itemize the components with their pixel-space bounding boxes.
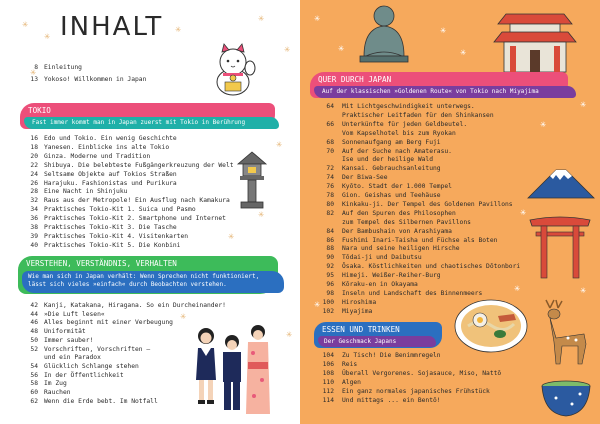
entry-title: Praktisches Tokio-Kit 5. Die Konbini (44, 241, 181, 249)
entry-title: Der Bambushain von Arashiyama (342, 227, 452, 235)
page-number: 50 (30, 336, 38, 344)
star-icon: ✳ (175, 24, 182, 35)
verstehen-heading: VERSTEHEN, VERSTÄNDNIS, VERHALTEN (26, 259, 177, 268)
toc-entry (18, 188, 268, 197)
entry-title: Einleitung (44, 64, 82, 71)
star-icon: ✳ (286, 329, 293, 340)
page-number: 92 (326, 263, 334, 271)
entry-title: Glücklich Schlange stehen (44, 362, 139, 370)
page-number: 52 (30, 345, 38, 353)
lucky-cat-icon (208, 42, 258, 97)
page-number: 13 (30, 76, 38, 83)
page-number: 20 (30, 152, 38, 160)
toc-entry (18, 135, 268, 144)
entry-title: und ein Paradox (44, 354, 101, 362)
toc-entry (18, 144, 268, 153)
entry-title: Algen (342, 378, 361, 386)
stone-lantern-icon (232, 150, 272, 220)
page-number: 8 (34, 64, 38, 71)
star-icon: ✳ (30, 67, 37, 78)
toc-entry (314, 219, 564, 228)
page-number: 98 (326, 289, 334, 297)
entry-title: Kansai. Gebrauchsanleitung (342, 165, 441, 173)
entry-title: Raus aus der Metropole! Ein Ausflug nach Kamakura (44, 197, 230, 205)
page-number: 16 (30, 135, 38, 142)
star-icon: ✳ (460, 47, 467, 58)
entry-title: Eine Nacht in Shinjuku (44, 188, 128, 196)
entry-title: Kōraku-en in Okayama (342, 281, 418, 288)
essen-subtitle: Der Geschmack Japans (324, 338, 397, 345)
entry-title: Und mittags ... ein Bentō! (342, 396, 441, 404)
entry-title: Reis (342, 360, 358, 368)
toc-entry (314, 388, 564, 397)
page-number: 28 (30, 188, 38, 196)
star-icon: ✳ (276, 139, 283, 150)
page-number: 58 (30, 380, 38, 388)
star-icon: ✳ (314, 299, 321, 310)
entry-title: Yokoso! Willkommen in Japan (44, 76, 147, 83)
ramen-bowl-icon (452, 296, 530, 358)
page-number: 38 (30, 224, 38, 231)
entry-title: Hiroshima (342, 298, 377, 306)
page-number: 22 (30, 161, 38, 169)
toc-entry (314, 379, 564, 388)
page-number: 110 (322, 378, 334, 386)
page-number: 56 (30, 371, 38, 379)
toc-entry (18, 171, 268, 180)
entry-title: Vorschriften, Vorschriften – (44, 345, 151, 353)
entry-title: Praktisches Tokio-Kit 4. Visitenkarten (44, 232, 189, 240)
quer-heading: QUER DURCH JAPAN (318, 75, 392, 84)
page-number: 82 (326, 209, 334, 217)
page-number: 100 (322, 298, 334, 306)
entry-title: Auf den Spuren des Philosophen (342, 209, 456, 217)
entry-title: Ōsaka. Köstlichkeiten und chaotisches Dōtonbori (342, 263, 521, 271)
toc-entry (314, 237, 564, 246)
page-number: 32 (30, 197, 38, 205)
toc-entry (314, 272, 564, 281)
page-number: 88 (326, 245, 334, 253)
entry-title: Ginza. Moderne und Tradition (44, 152, 151, 160)
page-number: 108 (322, 369, 334, 377)
toc-entry (18, 180, 268, 189)
entry-title: zum Tempel des Silbernen Pavillons (342, 218, 471, 226)
entry-title: Nara und seine heiligen Hirsche (342, 245, 460, 253)
toc-entry (18, 215, 268, 224)
entry-title: Uniformität (44, 328, 86, 336)
star-icon: ✳ (22, 19, 29, 30)
page-number: 24 (30, 170, 38, 178)
entry-title: Zu Tisch! Die Benimmregeln (342, 352, 441, 359)
toc-entry (314, 139, 564, 148)
entry-title: Seltsame Objekte auf Tokios Straßen (44, 170, 177, 178)
star-icon: ✳ (514, 283, 521, 294)
tea-bowl-icon (536, 378, 596, 422)
entry-title: Praktisches Tokio-Kit 2. Smartphone und Internet (44, 215, 226, 223)
entry-title: Überall Vergorenes. Sojasauce, Miso, Nattō (342, 369, 502, 377)
entry-title: Kanji, Katakana, Hiragana. So ein Durcheinander! (44, 302, 226, 309)
page-number: 96 (326, 281, 334, 288)
page-number: 34 (30, 206, 38, 214)
entry-title: Kinkaku-ji. Der Tempel des Goldenen Pavillons (342, 200, 513, 208)
star-icon: ✳ (258, 209, 265, 220)
toc-entry (314, 361, 564, 370)
entry-title: Im Zug (44, 380, 67, 388)
entry-title: »Die Luft lesen« (44, 310, 105, 318)
page-number: 26 (30, 179, 38, 187)
toc-entry (314, 130, 564, 139)
page-number: 44 (30, 310, 38, 318)
page-number: 102 (322, 307, 334, 315)
entry-title: Immer sauber! (44, 336, 94, 344)
entry-title: Ein ganz normales japanisches Frühstück (342, 387, 490, 395)
entry-title: Praktischer Leitfaden für den Shinkansen (342, 111, 494, 119)
entry-title: Gion. Geishas und Teehäuse (342, 192, 441, 199)
tokio-heading: TOKIO (28, 106, 51, 115)
page-number: 84 (326, 227, 334, 235)
toc-entry (18, 242, 268, 251)
entry-title: In der Öffentlichkeit (44, 371, 124, 379)
page-number: 54 (30, 362, 38, 370)
page-number: 62 (30, 397, 38, 405)
toc-entry (314, 263, 564, 272)
page-number: 64 (326, 103, 334, 110)
entry-title: Vom Kapselhotel bis zum Ryokan (342, 129, 456, 137)
star-icon: ✳ (540, 119, 547, 130)
entry-title: Yanesen. Einblicke ins alte Tokio (44, 143, 170, 151)
page-number: 70 (326, 147, 334, 155)
page-number: 68 (326, 138, 334, 146)
star-icon: ✳ (520, 207, 527, 218)
pagoda-gate-icon (490, 6, 580, 78)
toc-entry (314, 281, 564, 290)
page-number: 60 (30, 389, 38, 396)
entry-title: Der Biwa-See (342, 174, 388, 182)
toc-entry (314, 228, 564, 237)
entry-title: Ise und der heilige Wald (342, 156, 433, 164)
toc-entry (314, 201, 564, 210)
page-number: 95 (326, 272, 334, 280)
deer-icon (536, 298, 596, 368)
right-page (300, 0, 600, 424)
star-icon: ✳ (44, 31, 51, 42)
page-number: 18 (30, 143, 38, 151)
entry-title: Sonnenaufgang am Berg Fuji (342, 138, 441, 146)
star-icon: ✳ (258, 13, 265, 24)
entry-title: Auf der Suche nach Amaterasu. (342, 147, 452, 155)
verstehen-subtitle-1: Wie man sich in Japan verhält: Wenn Sprechen nicht funktioniert, (28, 273, 260, 280)
star-icon: ✳ (338, 43, 345, 54)
mount-fuji-icon (526, 162, 596, 202)
star-icon: ✳ (180, 311, 187, 322)
star-icon: ✳ (314, 13, 321, 24)
tokio-subtitle: Fast immer kommt man in Japan zuerst mit Tokio in Berührung (32, 119, 246, 126)
page-number: 78 (326, 192, 334, 199)
star-icon: ✳ (284, 44, 291, 55)
entry-title: Shibuya. Die belebteste Fußgängerkreuzung der Welt (44, 161, 234, 169)
toc-entry (314, 148, 564, 157)
buddha-statue-icon (356, 2, 412, 62)
toc-entry (18, 206, 268, 215)
entry-title: Mit Lichtgeschwindigkeit unterwegs. (342, 103, 475, 110)
page-number: 40 (30, 241, 38, 249)
entry-title: Alles beginnt mit einer Verbeugung (44, 319, 173, 327)
page-number: 72 (326, 165, 334, 173)
star-icon: ✳ (580, 285, 587, 296)
entry-title: Rauchen (44, 389, 71, 396)
verstehen-subtitle-2: lässt sich vieles »einfach« durch Beobachten verstehen. (28, 281, 227, 288)
entry-title: Wenn die Erde bebt. Im Notfall (44, 397, 158, 405)
page-number: 39 (30, 232, 38, 240)
page-number: 104 (322, 352, 334, 359)
toc-entry (18, 153, 268, 162)
toc-entry (314, 370, 564, 379)
entry-title: Edo und Tokio. Ein wenig Geschichte (44, 135, 177, 142)
page-number: 112 (322, 387, 334, 395)
essen-heading: ESSEN UND TRINKEN (322, 325, 400, 334)
entry-title: Tōdai-ji und Daibutsu (342, 254, 422, 262)
star-icon: ✳ (228, 231, 235, 242)
toc-entry (314, 207, 564, 219)
page-number: 90 (326, 254, 334, 262)
toc-entry (314, 245, 564, 254)
toc-entry (314, 254, 564, 263)
entry-title: Fushimi Inari-Taisha und Füchse als Boten (342, 236, 498, 244)
page-number: 42 (30, 302, 38, 309)
entry-title: Harajuku. Fashionistas und Purikura (44, 179, 177, 187)
page-number: 114 (322, 396, 334, 404)
star-icon: ✳ (580, 99, 587, 110)
page-number: 48 (30, 328, 38, 336)
page-title: INHALT (60, 12, 164, 42)
schoolchildren-illustration (190, 318, 275, 422)
entry-title: Inseln und Landschaft des Binnenmeers (342, 289, 483, 297)
torii-gate-icon (528, 214, 592, 280)
toc-entry (314, 103, 564, 112)
star-icon: ✳ (440, 25, 447, 36)
page-number: 106 (322, 360, 334, 368)
toc-entry (314, 397, 564, 406)
page-number: 74 (326, 174, 334, 182)
page-number: 76 (326, 183, 334, 191)
entry-title: Unterkünfte für jeden Geldbeutel. (342, 120, 468, 128)
entry-title: Kyōto. Stadt der 1.000 Tempel (342, 183, 452, 191)
quer-subtitle: Auf der klassischen »Goldenen Route« von Tokio nach Miyajima (322, 88, 539, 95)
entry-title: Miyajima (342, 307, 373, 315)
toc-entry (314, 112, 564, 121)
page-number: 80 (326, 200, 334, 208)
page-number: 86 (326, 236, 334, 244)
toc-entry (314, 121, 564, 130)
toc-entry (18, 197, 268, 206)
page-number: 36 (30, 215, 38, 223)
entry-title: Praktisches Tokio-Kit 1. Suica und Pasmo (44, 206, 196, 214)
toc-entry (18, 302, 268, 311)
toc-entry (18, 162, 268, 171)
entry-title: Himeji. Weißer-Reiher-Burg (342, 272, 441, 280)
page-number: 46 (30, 319, 38, 327)
entry-title: Praktisches Tokio-Kit 3. Die Tasche (44, 224, 177, 231)
page-number: 66 (326, 120, 334, 128)
